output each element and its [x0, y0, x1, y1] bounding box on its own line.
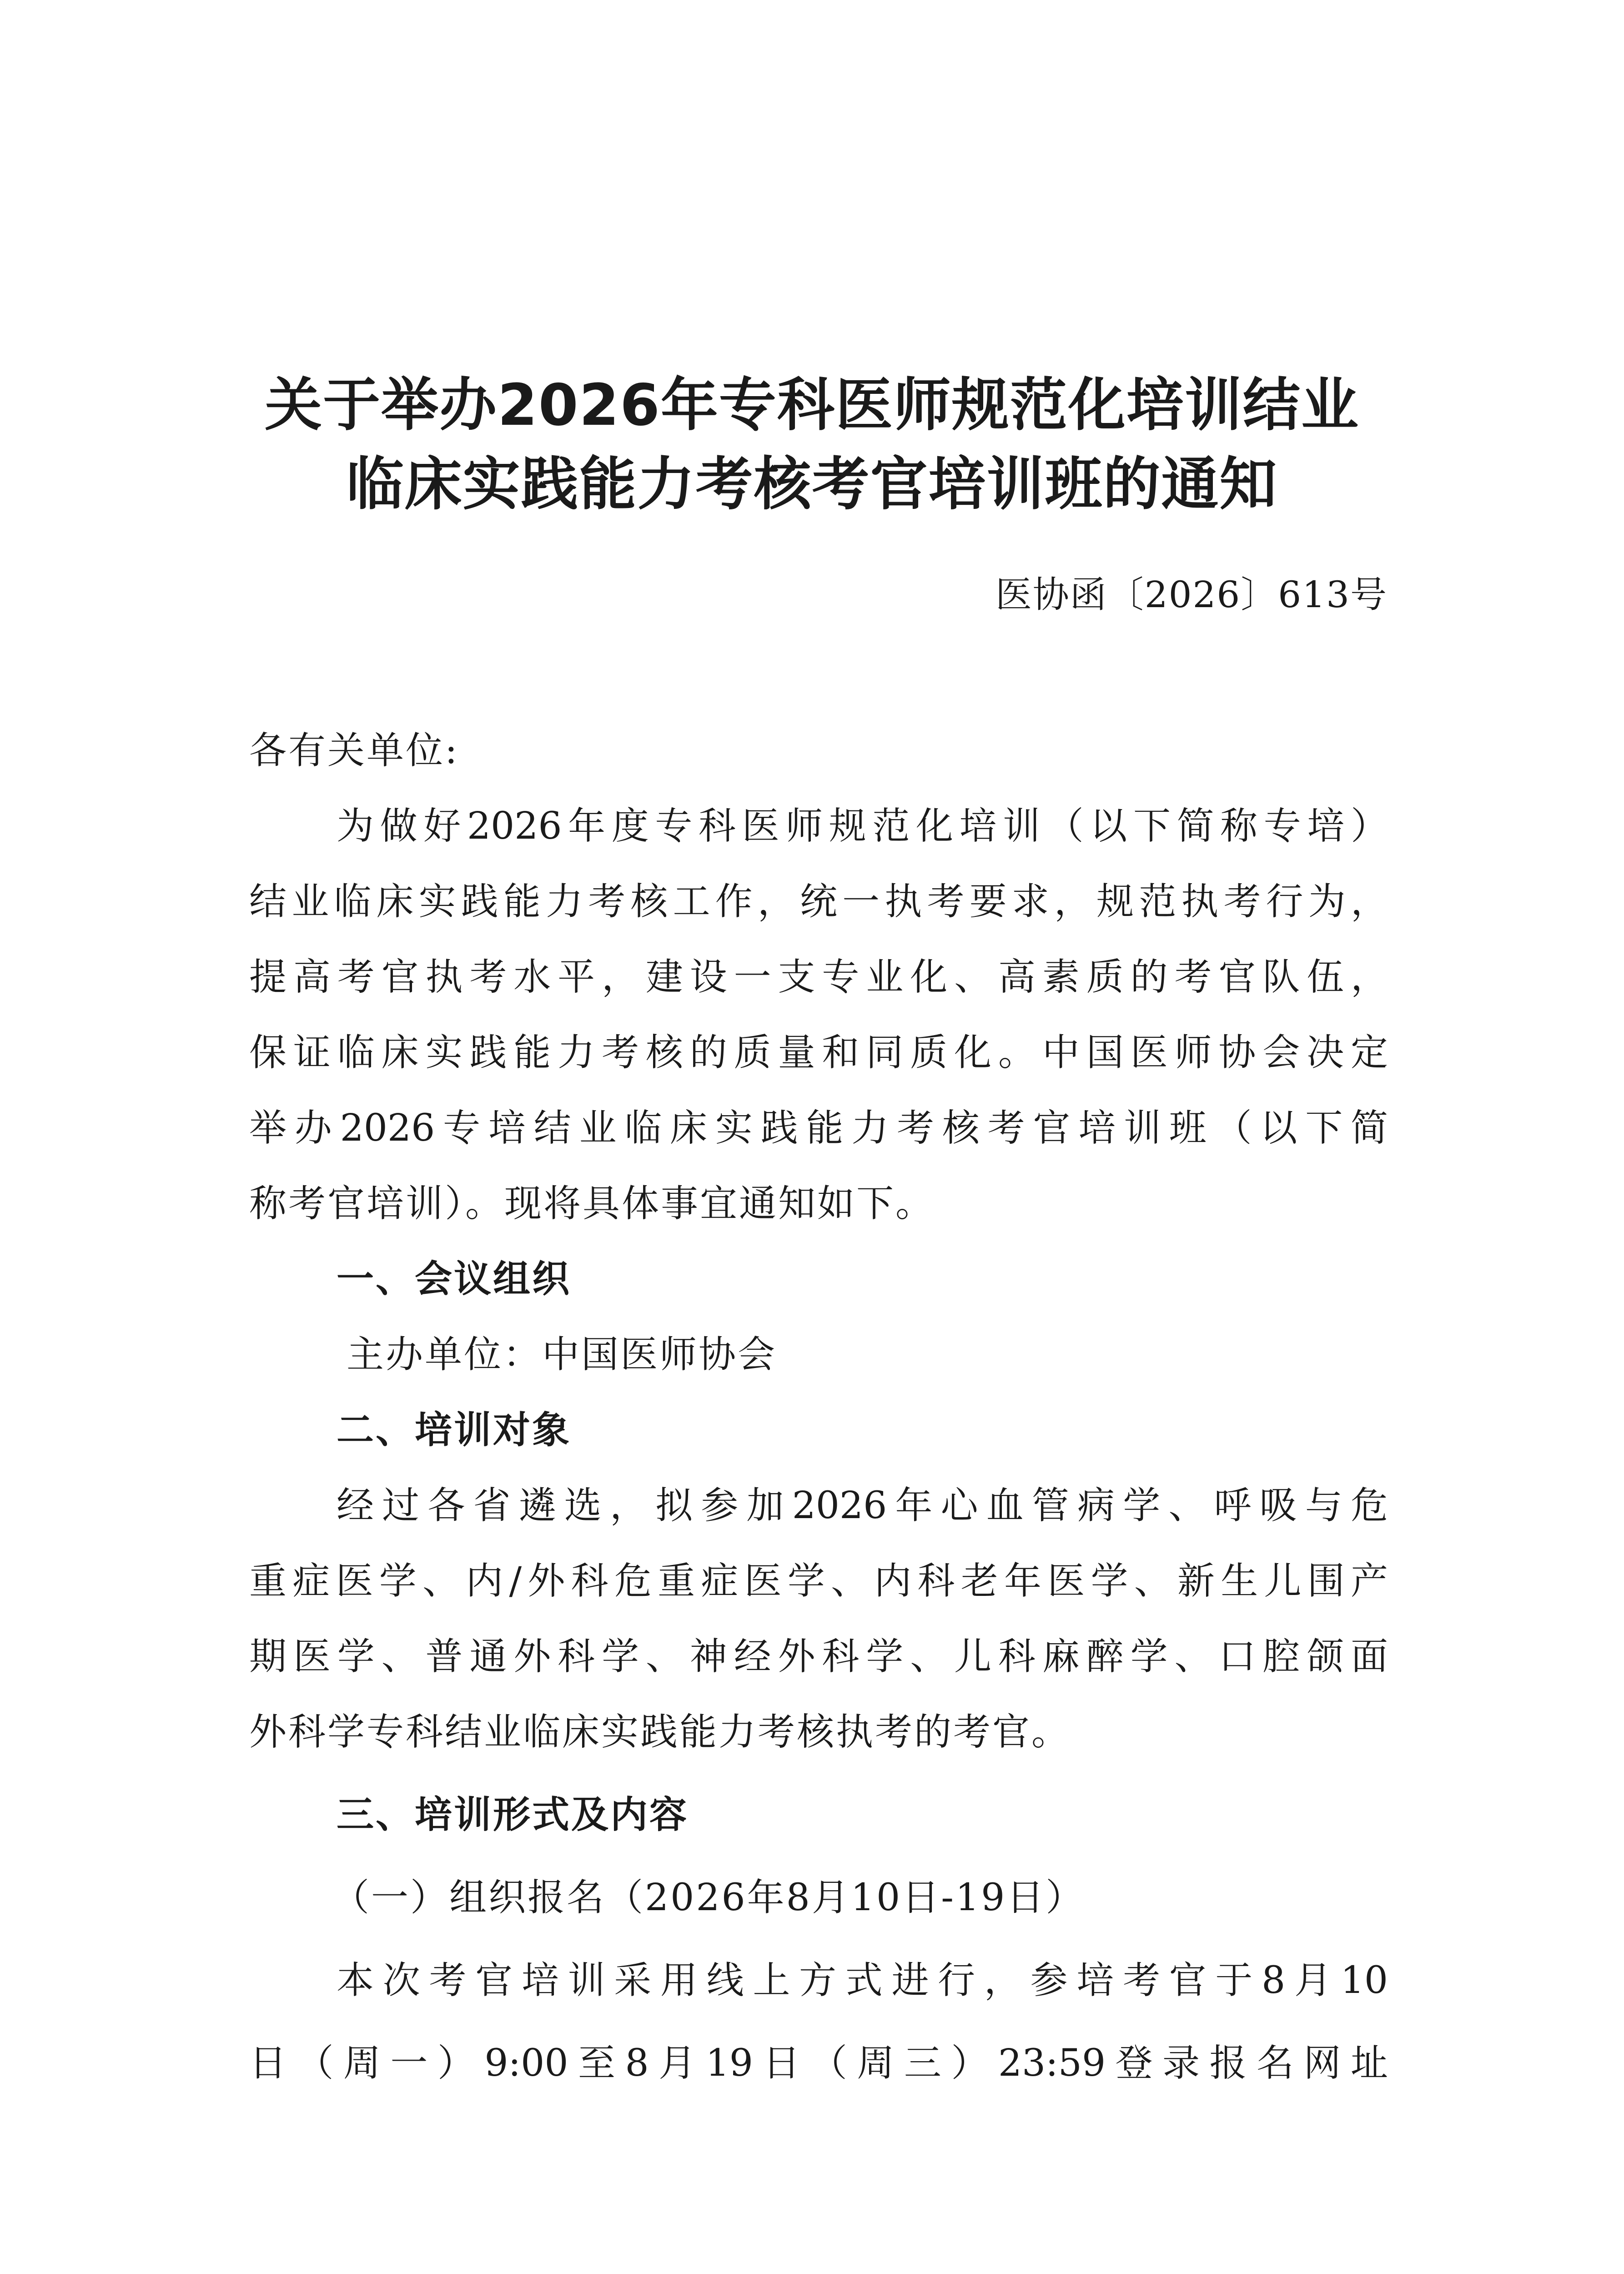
intro-line: 称考官培训）。现将具体事宜通知如下。: [249, 1182, 935, 1225]
intro-line: 保证临床实践能力考核的质量和同质化。中国医师协会决定: [249, 1031, 1388, 1074]
organizer-line: 主办单位：中国医师协会: [347, 1333, 777, 1376]
intro-line: 结业临床实践能力考核工作，统一执考要求，规范执考行为，: [249, 880, 1388, 923]
section-heading-format: 三、培训形式及内容: [337, 1793, 689, 1836]
intro-line: 提高考官执考水平，建设一支专业化、高素质的考官队伍，: [249, 956, 1388, 999]
section-heading-organization: 一、会议组织: [337, 1258, 572, 1301]
document-title-line-2: 临床实践能力考核考官培训班的通知: [346, 451, 1278, 518]
registration-line: 本次考官培训采用线上方式进行，参培考官于8月10: [337, 1959, 1388, 2002]
trainees-line: 外科学专科结业临床实践能力考核执考的考官。: [249, 1711, 1071, 1754]
section-heading-trainees: 二、培训对象: [337, 1409, 572, 1452]
intro-line: 为做好2026年度专科医师规范化培训（以下简称专培）: [337, 805, 1388, 848]
salutation: 各有关单位:: [249, 729, 459, 772]
trainees-line: 期医学、普通外科学、神经外科学、儿科麻醉学、口腔颌面: [249, 1635, 1388, 1678]
subsection-heading-registration: （一）组织报名（2026年8月10日-19日）: [332, 1876, 1085, 1919]
document-title-line-1: 关于举办2026年专科医师规范化培训结业: [265, 372, 1359, 438]
trainees-line: 重症医学、内/外科危重症医学、内科老年医学、新生儿围产: [249, 1560, 1388, 1603]
intro-line: 举办2026专培结业临床实践能力考核考官培训班（以下简: [249, 1107, 1388, 1150]
document-number: 医协函〔2026〕613号: [995, 574, 1388, 616]
trainees-line: 经过各省遴选，拟参加2026年心血管病学、呼吸与危: [337, 1484, 1388, 1527]
registration-line: 日（周一）9:00至8月19日（周三）23:59登录报名网址: [249, 2042, 1388, 2085]
